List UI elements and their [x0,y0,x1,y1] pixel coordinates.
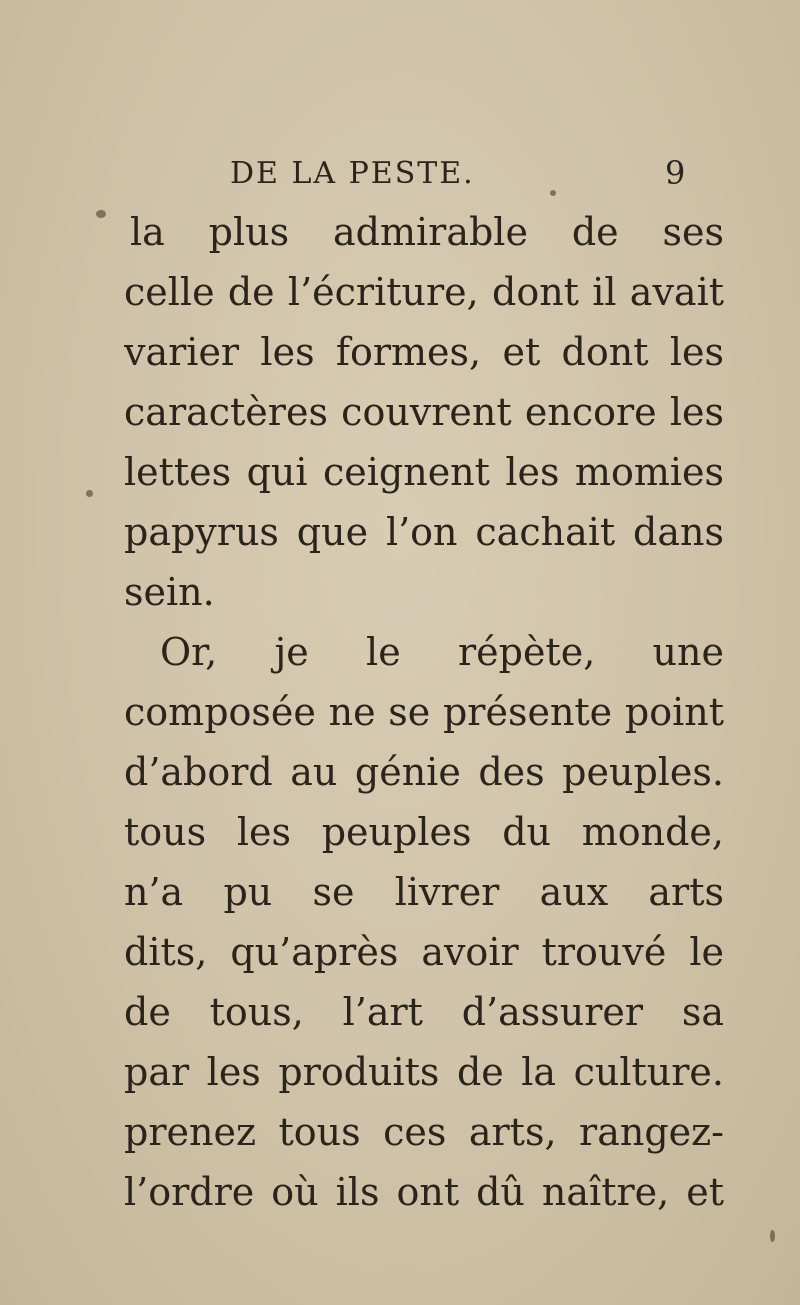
text-line: sein. [124,570,215,614]
text-line: composée ne se présente point [124,690,724,734]
text-line: de tous, l’art d’assurer sa [124,990,724,1034]
text-line: la plus admirable de ses [130,210,724,254]
paper-speck [770,1230,775,1242]
text-line: papyrus que l’on cachait dans [124,510,724,554]
text-line: dits, qu’après avoir trouvé le [124,930,724,974]
text-line: n’a pu se livrer aux arts [124,870,724,914]
body-text [124,202,724,1222]
text-line: l’ordre où ils ont dû naître, et [124,1170,724,1214]
text-line: varier les formes, et dont les [124,330,724,374]
text-line: celle de l’écriture, dont il avait [124,270,724,314]
text-line: par les produits de la culture. [124,1050,724,1094]
paper-speck [96,210,106,218]
text-line: tous les peuples du monde, [124,810,724,854]
page-header [0,150,800,200]
page-number: 9 [665,154,686,192]
text-line: lettes qui ceignent les momies [124,450,724,494]
text-line: d’abord au génie des peuples. [124,750,724,794]
paper-speck [550,190,556,196]
text-line: prenez tous ces arts, rangez- [124,1110,724,1154]
text-line: Or, je le répète, une [160,630,724,674]
running-title: DE LA PESTE. [230,156,475,191]
text-line: caractères couvrent encore les [124,390,724,434]
paper-speck [86,490,93,497]
